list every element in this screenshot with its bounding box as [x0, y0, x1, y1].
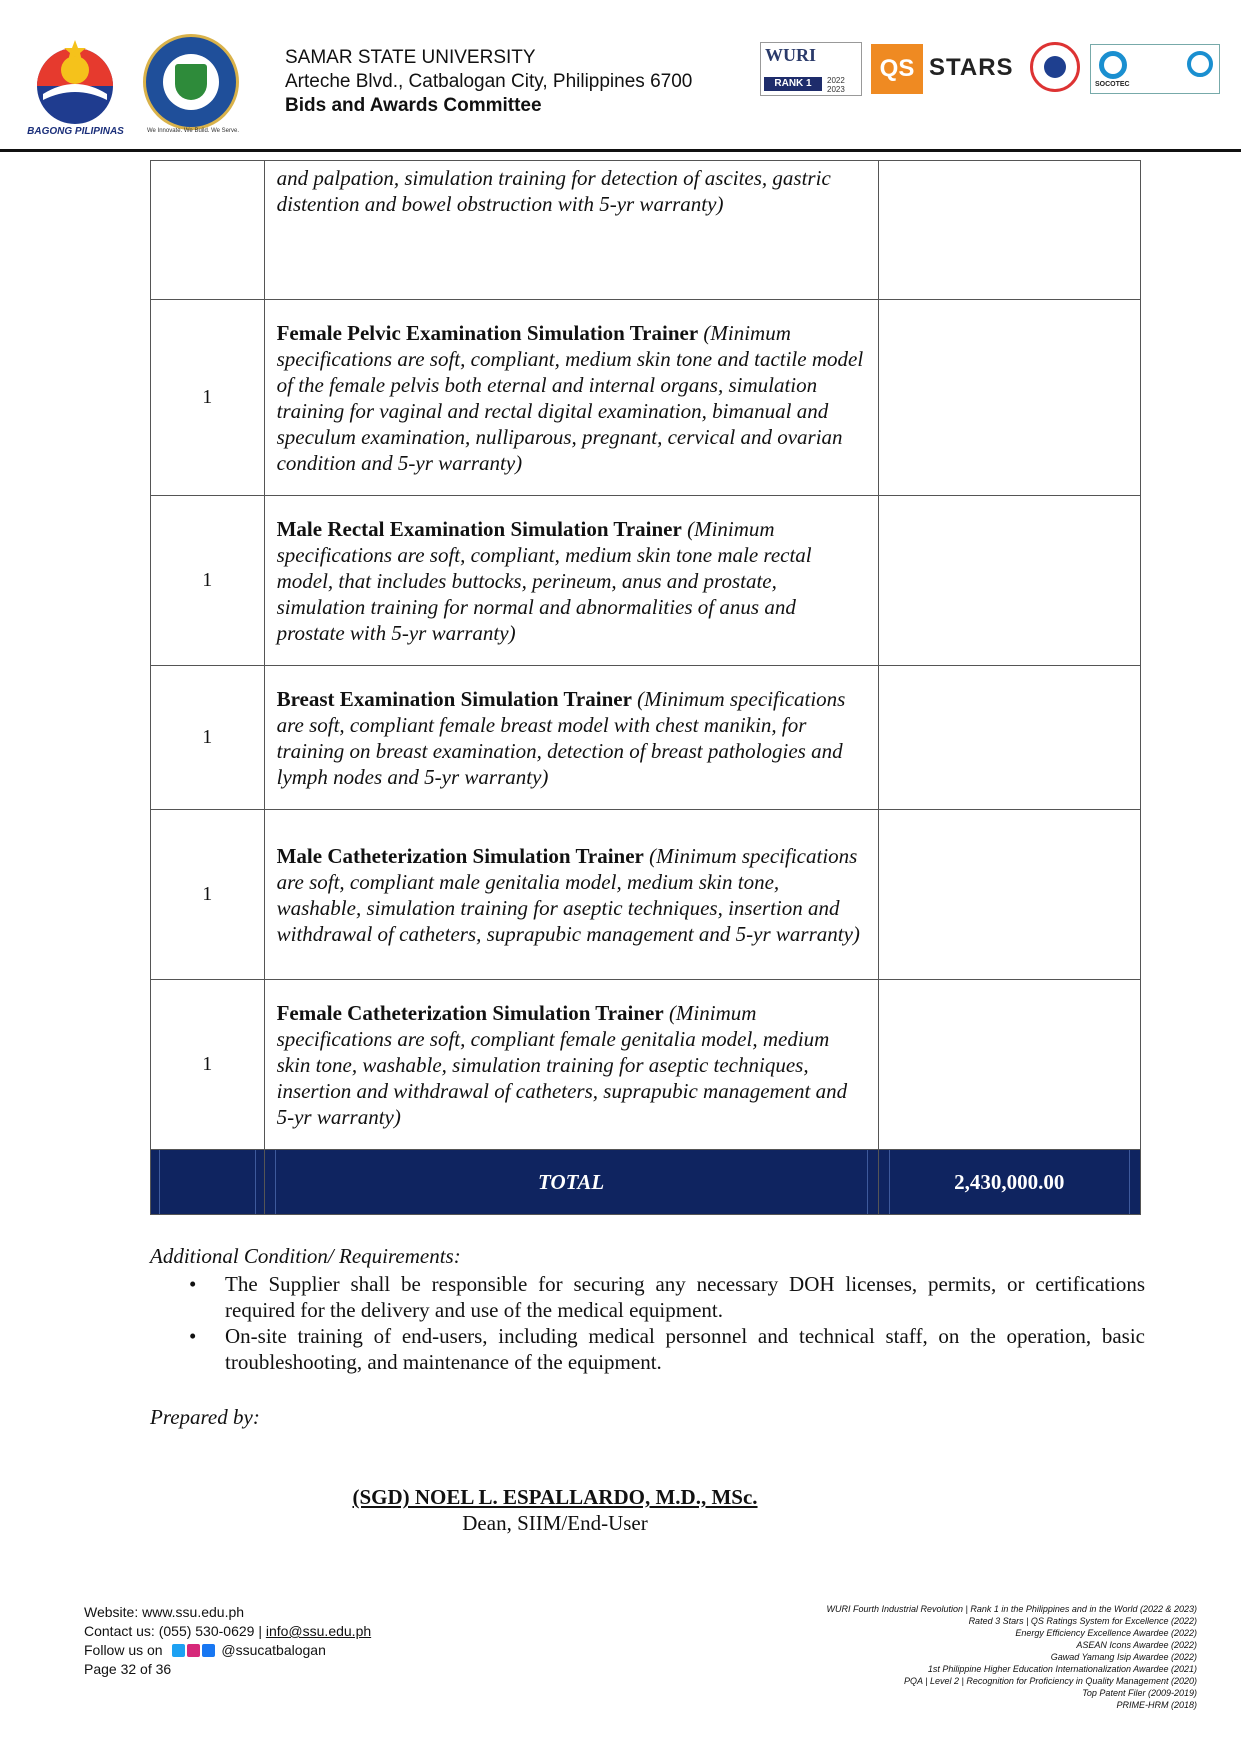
total-qty-cell	[151, 1150, 265, 1215]
header-divider	[0, 149, 1241, 152]
description-cell: Female Pelvic Examination Simulation Trainer (Minimum specifications are soft, compliant, medium skin tone and tactile model of the female pelvis both eternal and internal organs, simulation training for vaginal and rectal digital examination, bimanual and speculum examination, nulliparous, pregnant, cervical and ovarian condition and 5-yr warranty)	[264, 300, 878, 496]
award-line: Rated 3 Stars | QS Ratings System for Excellence (2022)	[968, 1616, 1197, 1626]
total-amount-cell	[878, 1150, 1140, 1215]
footer-email-link[interactable]: info@ssu.edu.ph	[265, 1623, 372, 1639]
ssu-tagline: We Innovate. We Build. We Serve.	[146, 128, 240, 134]
award-line: Energy Efficiency Excellence Awardee (2022)	[1015, 1628, 1197, 1638]
footer-contact	[84, 1603, 371, 1679]
condition-item: • On-site training of end-users, including medical personnel and technical staff, on the operation, basic troubleshooting, and maintenance of the equipment.	[189, 1324, 1145, 1374]
social-handle: @ssucatbalogan	[221, 1642, 326, 1658]
bagong-pilipinas-text: BAGONG PILIPINAS	[27, 126, 124, 137]
table-row	[151, 810, 1141, 980]
wurj-title: WURI	[765, 45, 817, 65]
socotec-text: SOCOTEC	[1095, 81, 1130, 88]
qty-cell: 1	[151, 300, 265, 496]
amount-cell	[878, 496, 1140, 666]
header-text	[285, 46, 692, 118]
certification-g-icon	[1187, 51, 1213, 77]
institution-address: Arteche Blvd., Catbalogan City, Philippines 6700	[285, 71, 693, 92]
award-line: PQA | Level 2 | Recognition for Proficiency in Quality Management (2020)	[904, 1676, 1197, 1686]
ssu-shield-icon	[175, 64, 207, 100]
award-line: Top Patent Filer (2009-2019)	[1082, 1688, 1197, 1698]
items-table	[150, 160, 1141, 1215]
description-cell: and palpation, simulation training for detection of ascites, gastric distention and bowel obstruction with 5-yr warranty)	[264, 161, 878, 300]
qty-cell: 1	[151, 496, 265, 666]
table-row	[151, 300, 1141, 496]
prepared-by-label: Prepared by:	[150, 1405, 260, 1429]
signature-block	[0, 1484, 1110, 1536]
award-line: 1st Philippine Higher Education Internationalization Awardee (2021)	[927, 1664, 1197, 1674]
table-row	[151, 161, 1141, 300]
table-row	[151, 980, 1141, 1150]
total-label-cell	[264, 1150, 878, 1215]
office-name: Bids and Awards Committee	[285, 95, 542, 116]
bullet-icon: •	[189, 1272, 197, 1296]
amount-cell	[878, 161, 1140, 300]
qs-stars-text: STARS	[929, 54, 1014, 81]
bagong-pilipinas-logo	[18, 34, 133, 138]
qs-logo: QS	[871, 44, 923, 94]
signatory-title: Dean, SIIM/End-User	[462, 1511, 648, 1535]
qty-cell: 1	[151, 980, 265, 1150]
qty-cell	[151, 161, 265, 300]
conditions-list	[170, 1271, 1145, 1375]
award-line: ASEAN Icons Awardee (2022)	[1076, 1640, 1197, 1650]
amount-cell	[878, 980, 1140, 1150]
page-number: Page 32 of 36	[84, 1661, 172, 1677]
amount-cell	[878, 666, 1140, 810]
award-line: PRIME-HRM (2018)	[1116, 1700, 1197, 1710]
award-line: Gawad Yamang Isip Awardee (2022)	[1050, 1652, 1197, 1662]
table-row	[151, 666, 1141, 810]
footer-contact-line: Contact us: (055) 530-0629 | info@ssu.edu.ph	[84, 1623, 372, 1639]
socotec-c-icon	[1099, 51, 1127, 79]
bagong-pilipinas-emblem-icon	[18, 34, 133, 126]
description-cell: Male Catheterization Simulation Trainer (Minimum specifications are soft, compliant male genitalia model, medium skin tone, washable, simulation training for aseptic techniques, insertion and withdrawal of catheters, suprapubic management and 5-yr warranty)	[264, 810, 878, 980]
socotec-logo	[1090, 44, 1220, 94]
amount-cell	[878, 300, 1140, 496]
footer-follow-line: Follow us on @ssucatbalogan	[84, 1642, 326, 1658]
total-label: TOTAL	[538, 1169, 605, 1194]
wurj-rank: RANK 1	[764, 77, 822, 91]
footer-awards	[777, 1603, 1197, 1711]
twitter-icon[interactable]	[172, 1644, 185, 1657]
description-cell: Breast Examination Simulation Trainer (Minimum specifications are soft, compliant female breast model with chest manikin, for training on breast examination, detection of breast pathologies and lymph nodes and 5-yr warranty)	[264, 666, 878, 810]
ssu-seal-logo	[143, 34, 239, 130]
wurj-rank-logo	[760, 42, 862, 96]
excellence-seal-logo	[1030, 42, 1080, 92]
total-row	[151, 1150, 1141, 1215]
qty-cell: 1	[151, 666, 265, 810]
wurj-years: 2022 2023	[827, 76, 845, 94]
bullet-icon: •	[189, 1324, 197, 1348]
amount-cell	[878, 810, 1140, 980]
condition-item: • The Supplier shall be responsible for securing any necessary DOH licenses, permits, or certifications required for the delivery and use of the medical equipment.	[189, 1272, 1145, 1322]
facebook-icon[interactable]	[202, 1644, 215, 1657]
footer-website[interactable]: Website: www.ssu.edu.ph	[84, 1604, 245, 1620]
qty-cell: 1	[151, 810, 265, 980]
total-amount: 2,430,000.00	[954, 1169, 1065, 1194]
signatory-name: (SGD) NOEL L. ESPALLARDO, M.D., MSc.	[352, 1485, 758, 1509]
description-cell: Female Catheterization Simulation Trainer (Minimum specifications are soft, compliant female genitalia model, medium skin tone, washable, simulation training for aseptic techniques, insertion and withdrawal of catheters, suprapubic management and 5-yr warranty)	[264, 980, 878, 1150]
description-cell: Male Rectal Examination Simulation Trainer (Minimum specifications are soft, compliant, medium skin tone male rectal model, that includes buttocks, perineum, anus and prostate, simulation training for normal and abnormalities of anus and prostate with 5-yr warranty)	[264, 496, 878, 666]
instagram-icon[interactable]	[187, 1644, 200, 1657]
seal-core-icon	[1044, 56, 1066, 78]
award-line: WURI Fourth Industrial Revolution | Rank 1 in the Philippines and in the World (2022 & 2023)	[826, 1604, 1197, 1614]
table-row	[151, 496, 1141, 666]
conditions-heading: Additional Condition/ Requirements:	[150, 1244, 461, 1268]
institution-name: SAMAR STATE UNIVERSITY	[285, 47, 536, 68]
